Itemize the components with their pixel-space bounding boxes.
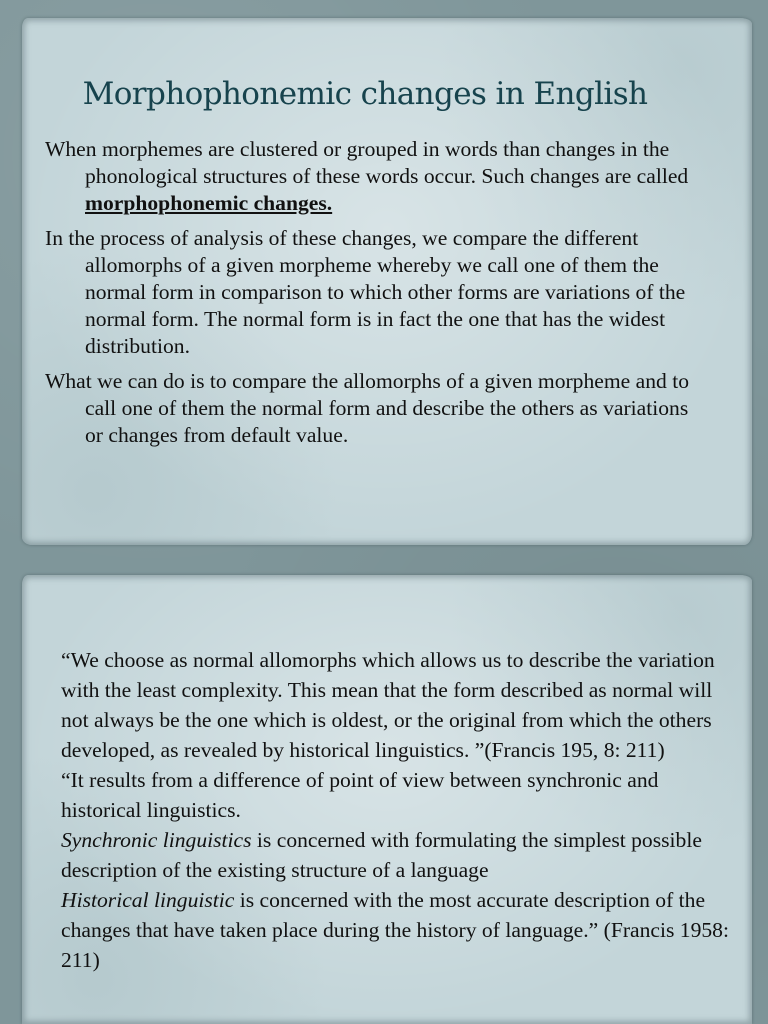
quote-2: “It results from a difference of point of view between synchronic and historical linguistics. bbox=[61, 768, 659, 822]
emphasis-term bbox=[85, 191, 332, 215]
synchronic-definition bbox=[61, 825, 731, 885]
paragraph-2 bbox=[45, 225, 710, 360]
historical-text: is concerned with the most accurate description of the changes that have taken place during the history of language.” (Francis 1958: 211) bbox=[61, 888, 729, 972]
paragraph-1 bbox=[45, 136, 710, 217]
synchronic-term: Synchronic linguistics bbox=[61, 828, 252, 852]
synchronic-text: is concerned with formulating the simplest possible description of the existing structure of a language bbox=[61, 828, 702, 882]
paragraph-1-text: When morphemes are clustered or grouped in words than changes in the phonological structures of these words occur. Such changes are called bbox=[45, 137, 689, 188]
quote-1: “We choose as normal allomorphs which allows us to describe the variation with the least complexity. This mean that the form described as normal will not always be the one which is oldest, or the original from which the others developed, as revealed by historical linguistics. ”(Francis 195, 8: 211) bbox=[61, 648, 715, 762]
historical-definition bbox=[61, 885, 731, 975]
paragraph-3-text: What we can do is to compare the allomorphs of a given morpheme and to call one of them the normal form and describe the others as variations or changes from default value. bbox=[45, 369, 690, 447]
historical-term: Historical linguistic bbox=[61, 888, 235, 912]
paragraph-2-text: In the process of analysis of these changes, we compare the different allomorphs of a given morpheme whereby we call one of them the normal form in comparison to which other forms are variations of the normal form. The normal form is in fact the one that has the widest distribution. bbox=[45, 226, 686, 358]
paragraph-3 bbox=[45, 368, 710, 449]
slide-title: Morphophonemic changes in English bbox=[82, 76, 648, 112]
emphasis-term-text: morphophonemic changes. bbox=[85, 191, 333, 215]
slide1-body bbox=[45, 136, 710, 457]
slide2-body bbox=[61, 645, 731, 975]
